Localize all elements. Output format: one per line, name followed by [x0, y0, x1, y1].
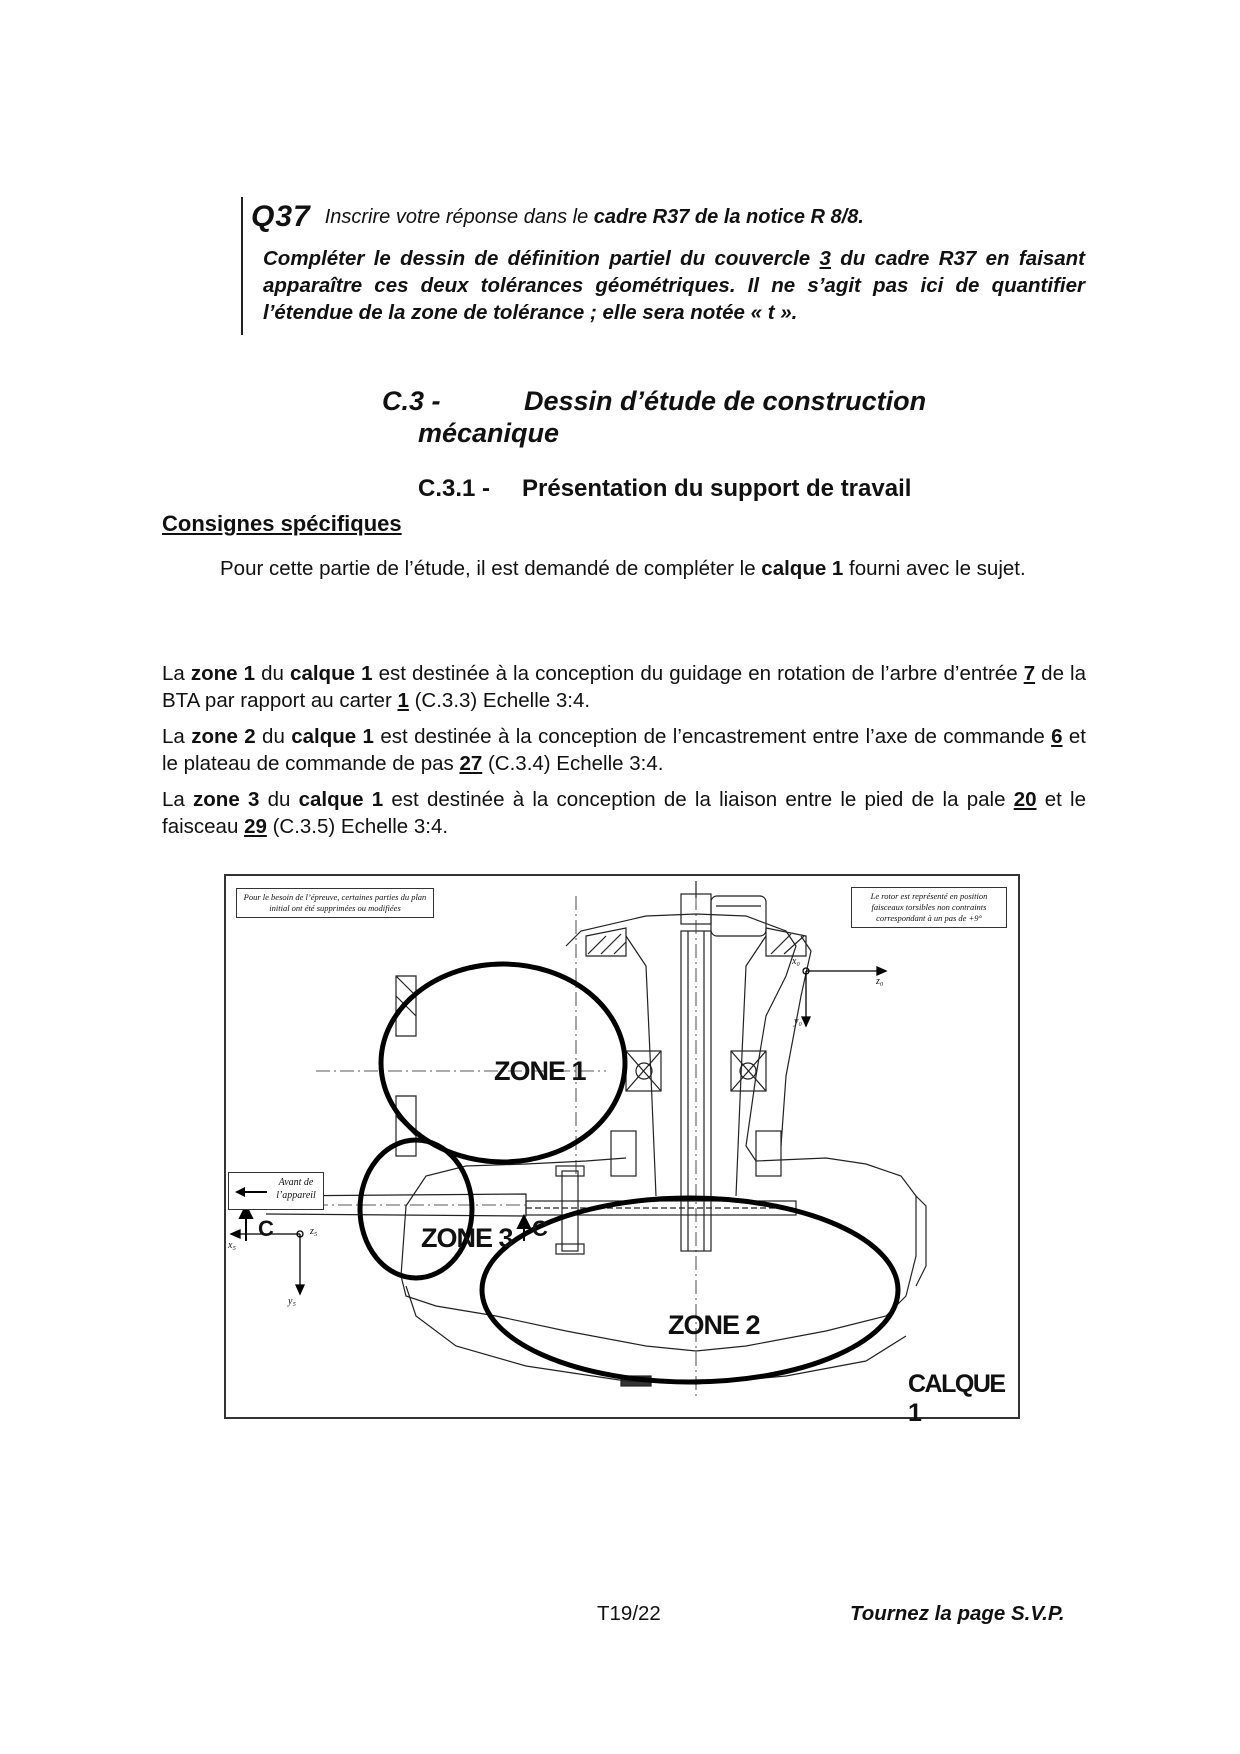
zone3-circle [360, 1140, 472, 1278]
subsection-title: Présentation du support de travail [522, 475, 912, 502]
question-body-text-2: du cadre R37 en faisant apparaître ces deux tolérances géométriques. Il ne s’agit pas ici de quantifier l’étendue de la zone de tolérance ; elle sera notée « t ». [263, 247, 1085, 324]
section-title: Dessin d’étude de construction [524, 386, 927, 416]
note-rotor-position: Le rotor est représenté en position faisceaux torsibles non contraints correspondant à un pas de +9° [851, 887, 1007, 928]
zone1-label: ZONE 1 [494, 1056, 586, 1086]
paragraph-zone3: La zone 3 du calque 1 est destinée à la conception de la liaison entre le pied de la pale 20 et le faisceau 29 (C.3.5) Echelle 3:4. [162, 788, 1087, 838]
subsection-number: C.3.1 - [418, 475, 491, 502]
calque-label: CALQUE 1 [908, 1370, 1005, 1427]
axis-label-x0: x₀ [792, 956, 800, 967]
section-c-label-right: C [532, 1216, 548, 1241]
section-heading-c3-line2: mécanique [418, 418, 560, 448]
paragraph-intro: Pour cette partie de l’étude, il est demandé de compléter le calque 1 fourni avec le sujet. [220, 557, 1026, 580]
question-header [251, 200, 864, 234]
axis-systems [231, 967, 886, 1294]
calque-figure [224, 874, 1020, 1427]
front-direction-box [228, 1172, 324, 1210]
subsection-heading-c31 [418, 475, 911, 503]
question-body-text: Compléter le dessin de définition partiel du couvercle [263, 247, 820, 270]
section-heading-c3 [382, 384, 926, 418]
zone-outlines [360, 964, 898, 1382]
consignes-heading: Consignes spécifiques [162, 511, 402, 536]
note-parts-removed: Pour le besoin de l’épreuve, certaines parties du plan initial ont été supprimées ou modifiées [236, 888, 434, 918]
drawing-linework [266, 881, 926, 1396]
paragraph-zone1: La zone 1 du calque 1 est destinée à la conception du guidage en rotation de l’arbre d’entrée 7 de la BTA par rapport au carter 1 (C.3.3) Echelle 3:4. [162, 662, 1087, 712]
zone2-label: ZONE 2 [668, 1310, 760, 1340]
question-number: Q37 [251, 200, 311, 233]
axis-label-z0: z₀ [876, 976, 884, 987]
paragraph-zone2: La zone 2 du calque 1 est destinée à la conception de l’encastrement entre l’axe de commande 6 et le plateau de commande de pas 27 (C.3.4) Echelle 3:4. [162, 725, 1086, 775]
arrow-left-icon [235, 1185, 269, 1199]
zone3-label: ZONE 3 [421, 1223, 513, 1253]
turn-page-note: Tournez la page S.V.P. [850, 1602, 1065, 1625]
axis-label-y0: y₀ [794, 1016, 802, 1027]
question-body [263, 245, 1085, 326]
question-body-ref: 3 [819, 247, 831, 270]
axis-label-x5: x₅ [228, 1240, 236, 1251]
section-c-label-left: C [258, 1216, 274, 1241]
front-direction-label: Avant de l’appareil [276, 1177, 316, 1201]
mechanical-drawing [226, 876, 1018, 1417]
question-margin-bar [241, 197, 243, 335]
section-number: C.3 - [382, 386, 441, 416]
question-instruction-target: cadre R37 de la notice R 8/8. [593, 206, 864, 228]
axis-label-z5: z₅ [310, 1226, 318, 1237]
page-number: T19/22 [597, 1602, 661, 1625]
axis-label-y5: y₅ [288, 1296, 296, 1307]
question-instruction: Inscrire votre réponse dans le [324, 206, 594, 228]
